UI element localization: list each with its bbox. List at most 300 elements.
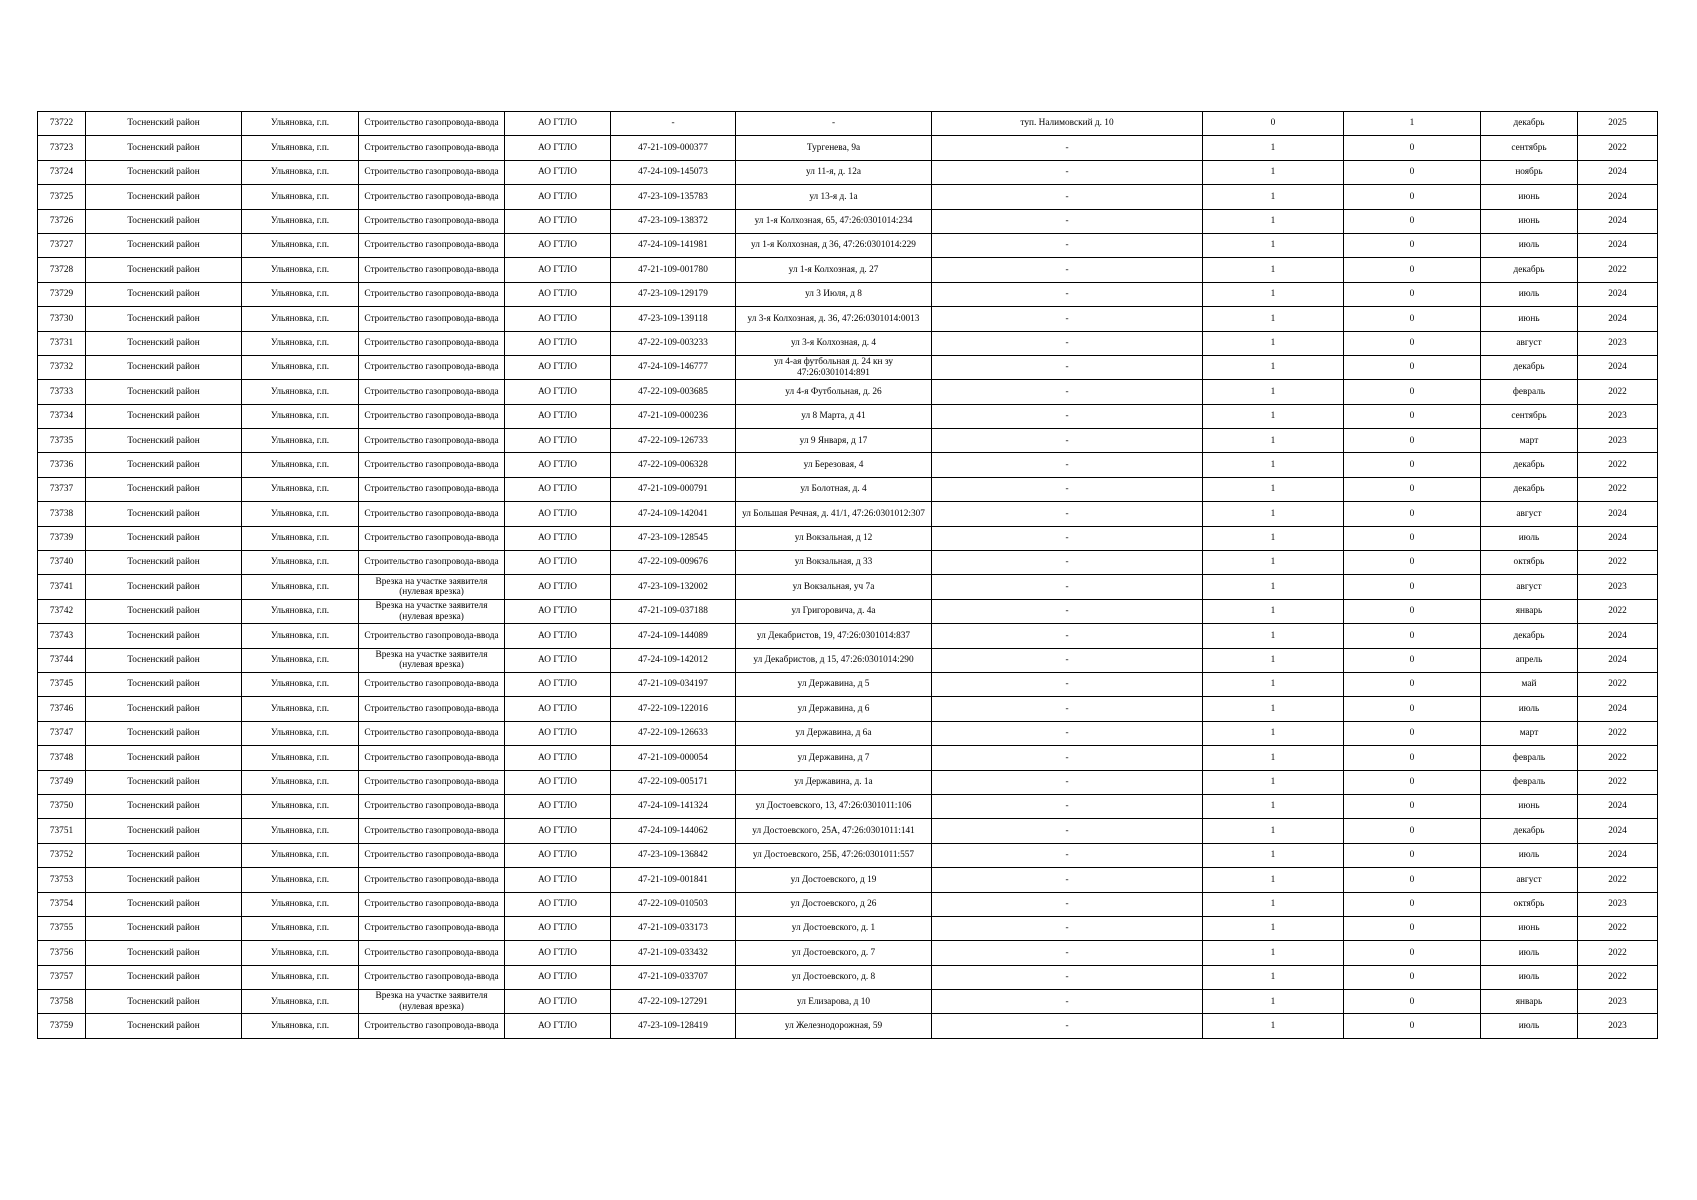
month-cell: август: [1481, 575, 1578, 599]
organization-cell: АО ГТЛО: [505, 648, 611, 672]
year-cell: 2024: [1578, 697, 1658, 721]
application-number-cell: 47-22-109-010503: [611, 892, 736, 916]
organization-cell: АО ГТЛО: [505, 721, 611, 745]
count-a-cell: 1: [1203, 624, 1344, 648]
application-number-cell: 47-21-109-033432: [611, 941, 736, 965]
address-cell: ул 4-ая футбольная д. 24 кн зу 47:26:0301014:891: [736, 355, 932, 379]
table-row: [38, 990, 1658, 1014]
address-cell: ул Григоровича, д. 4а: [736, 599, 932, 623]
count-a-cell: 1: [1203, 648, 1344, 672]
address-cell: ул 4-я Футбольная, д. 26: [736, 380, 932, 404]
alt-address-cell: -: [932, 672, 1203, 696]
count-a-cell: 1: [1203, 599, 1344, 623]
count-b-cell: 0: [1344, 648, 1481, 672]
alt-address-cell: -: [932, 990, 1203, 1014]
count-a-cell: 1: [1203, 721, 1344, 745]
work-type-cell: Строительство газопровода-ввода: [359, 868, 505, 892]
record-number-cell: 73728: [38, 258, 86, 282]
record-number-cell: 73722: [38, 112, 86, 136]
organization-cell: АО ГТЛО: [505, 429, 611, 453]
district-cell: Тосненский район: [86, 868, 242, 892]
table-row: [38, 794, 1658, 818]
count-b-cell: 0: [1344, 843, 1481, 867]
organization-cell: АО ГТЛО: [505, 941, 611, 965]
application-number-cell: 47-24-109-146777: [611, 355, 736, 379]
settlement-cell: Ульяновка, г.п.: [242, 453, 359, 477]
table-row: [38, 453, 1658, 477]
work-type-cell: Строительство газопровода-ввода: [359, 770, 505, 794]
settlement-cell: Ульяновка, г.п.: [242, 624, 359, 648]
count-b-cell: 0: [1344, 746, 1481, 770]
count-a-cell: 1: [1203, 477, 1344, 501]
month-cell: июнь: [1481, 794, 1578, 818]
address-cell: ул Болотная, д. 4: [736, 477, 932, 501]
address-cell: ул Достоевского, д 19: [736, 868, 932, 892]
settlement-cell: Ульяновка, г.п.: [242, 819, 359, 843]
year-cell: 2022: [1578, 136, 1658, 160]
record-number-cell: 73725: [38, 185, 86, 209]
count-b-cell: 0: [1344, 209, 1481, 233]
count-b-cell: 0: [1344, 794, 1481, 818]
address-cell: ул Державина, д. 1а: [736, 770, 932, 794]
alt-address-cell: -: [932, 599, 1203, 623]
application-number-cell: 47-23-109-128419: [611, 1014, 736, 1038]
address-cell: -: [736, 112, 932, 136]
year-cell: 2023: [1578, 429, 1658, 453]
district-cell: Тосненский район: [86, 112, 242, 136]
district-cell: Тосненский район: [86, 990, 242, 1014]
record-number-cell: 73732: [38, 355, 86, 379]
work-type-cell: Строительство газопровода-ввода: [359, 892, 505, 916]
organization-cell: АО ГТЛО: [505, 282, 611, 306]
record-number-cell: 73743: [38, 624, 86, 648]
month-cell: сентябрь: [1481, 404, 1578, 428]
organization-cell: АО ГТЛО: [505, 331, 611, 355]
year-cell: 2022: [1578, 477, 1658, 501]
table-row: [38, 672, 1658, 696]
year-cell: 2024: [1578, 526, 1658, 550]
application-number-cell: 47-23-109-129179: [611, 282, 736, 306]
settlement-cell: Ульяновка, г.п.: [242, 648, 359, 672]
settlement-cell: Ульяновка, г.п.: [242, 1014, 359, 1038]
alt-address-cell: -: [932, 624, 1203, 648]
table-row: [38, 233, 1658, 257]
work-type-cell: Строительство газопровода-ввода: [359, 160, 505, 184]
address-cell: ул Декабристов, 19, 47:26:0301014:837: [736, 624, 932, 648]
work-type-cell: Врезка на участке заявителя (нулевая врезка): [359, 575, 505, 599]
record-number-cell: 73730: [38, 307, 86, 331]
count-a-cell: 1: [1203, 526, 1344, 550]
table-row: [38, 721, 1658, 745]
alt-address-cell: -: [932, 916, 1203, 940]
work-type-cell: Строительство газопровода-ввода: [359, 965, 505, 989]
record-number-cell: 73747: [38, 721, 86, 745]
record-number-cell: 73753: [38, 868, 86, 892]
table-row: [38, 624, 1658, 648]
count-a-cell: 1: [1203, 160, 1344, 184]
month-cell: июль: [1481, 697, 1578, 721]
table-row: [38, 648, 1658, 672]
count-b-cell: 0: [1344, 892, 1481, 916]
record-number-cell: 73741: [38, 575, 86, 599]
alt-address-cell: -: [932, 307, 1203, 331]
alt-address-cell: -: [932, 1014, 1203, 1038]
application-number-cell: 47-24-109-141324: [611, 794, 736, 818]
organization-cell: АО ГТЛО: [505, 209, 611, 233]
address-cell: ул Железнодорожная, 59: [736, 1014, 932, 1038]
district-cell: Тосненский район: [86, 429, 242, 453]
record-number-cell: 73724: [38, 160, 86, 184]
work-type-cell: Строительство газопровода-ввода: [359, 185, 505, 209]
address-cell: ул 3-я Колхозная, д. 4: [736, 331, 932, 355]
month-cell: март: [1481, 721, 1578, 745]
month-cell: июль: [1481, 965, 1578, 989]
year-cell: 2023: [1578, 575, 1658, 599]
record-number-cell: 73729: [38, 282, 86, 306]
count-a-cell: 1: [1203, 209, 1344, 233]
count-a-cell: 1: [1203, 892, 1344, 916]
organization-cell: АО ГТЛО: [505, 307, 611, 331]
year-cell: 2023: [1578, 404, 1658, 428]
count-b-cell: 0: [1344, 990, 1481, 1014]
settlement-cell: Ульяновка, г.п.: [242, 355, 359, 379]
alt-address-cell: -: [932, 209, 1203, 233]
alt-address-cell: -: [932, 819, 1203, 843]
district-cell: Тосненский район: [86, 624, 242, 648]
month-cell: декабрь: [1481, 819, 1578, 843]
count-b-cell: 0: [1344, 404, 1481, 428]
district-cell: Тосненский район: [86, 1014, 242, 1038]
organization-cell: АО ГТЛО: [505, 1014, 611, 1038]
work-type-cell: Врезка на участке заявителя (нулевая врезка): [359, 648, 505, 672]
table-row: [38, 307, 1658, 331]
alt-address-cell: -: [932, 258, 1203, 282]
year-cell: 2022: [1578, 965, 1658, 989]
district-cell: Тосненский район: [86, 746, 242, 770]
count-b-cell: 0: [1344, 453, 1481, 477]
application-number-cell: 47-23-109-132002: [611, 575, 736, 599]
count-a-cell: 1: [1203, 551, 1344, 575]
address-cell: ул Вокзальная, д 12: [736, 526, 932, 550]
registry-table-body: [38, 112, 1658, 1039]
district-cell: Тосненский район: [86, 282, 242, 306]
count-a-cell: 1: [1203, 794, 1344, 818]
work-type-cell: Строительство газопровода-ввода: [359, 477, 505, 501]
month-cell: декабрь: [1481, 453, 1578, 477]
organization-cell: АО ГТЛО: [505, 697, 611, 721]
work-type-cell: Строительство газопровода-ввода: [359, 624, 505, 648]
settlement-cell: Ульяновка, г.п.: [242, 331, 359, 355]
count-a-cell: 1: [1203, 1014, 1344, 1038]
organization-cell: АО ГТЛО: [505, 233, 611, 257]
organization-cell: АО ГТЛО: [505, 453, 611, 477]
count-a-cell: 1: [1203, 672, 1344, 696]
count-a-cell: 1: [1203, 258, 1344, 282]
table-row: [38, 209, 1658, 233]
count-a-cell: 0: [1203, 112, 1344, 136]
table-row: [38, 843, 1658, 867]
application-number-cell: 47-23-109-139118: [611, 307, 736, 331]
application-number-cell: 47-21-109-001780: [611, 258, 736, 282]
application-number-cell: 47-21-109-037188: [611, 599, 736, 623]
table-row: [38, 112, 1658, 136]
work-type-cell: Строительство газопровода-ввода: [359, 819, 505, 843]
year-cell: 2024: [1578, 819, 1658, 843]
application-number-cell: 47-21-109-000377: [611, 136, 736, 160]
settlement-cell: Ульяновка, г.п.: [242, 233, 359, 257]
month-cell: октябрь: [1481, 892, 1578, 916]
district-cell: Тосненский район: [86, 307, 242, 331]
alt-address-cell: -: [932, 502, 1203, 526]
alt-address-cell: -: [932, 794, 1203, 818]
record-number-cell: 73745: [38, 672, 86, 696]
organization-cell: АО ГТЛО: [505, 746, 611, 770]
alt-address-cell: -: [932, 892, 1203, 916]
district-cell: Тосненский район: [86, 453, 242, 477]
record-number-cell: 73731: [38, 331, 86, 355]
table-row: [38, 868, 1658, 892]
work-type-cell: Строительство газопровода-ввода: [359, 404, 505, 428]
count-a-cell: 1: [1203, 916, 1344, 940]
count-b-cell: 0: [1344, 258, 1481, 282]
work-type-cell: Строительство газопровода-ввода: [359, 233, 505, 257]
year-cell: 2023: [1578, 331, 1658, 355]
address-cell: ул Елизарова, д 10: [736, 990, 932, 1014]
year-cell: 2022: [1578, 770, 1658, 794]
document-sheet: [37, 111, 1657, 1039]
settlement-cell: Ульяновка, г.п.: [242, 965, 359, 989]
work-type-cell: Строительство газопровода-ввода: [359, 843, 505, 867]
district-cell: Тосненский район: [86, 697, 242, 721]
count-b-cell: 0: [1344, 136, 1481, 160]
address-cell: ул Вокзальная, д 33: [736, 551, 932, 575]
record-number-cell: 73750: [38, 794, 86, 818]
record-number-cell: 73759: [38, 1014, 86, 1038]
district-cell: Тосненский район: [86, 136, 242, 160]
application-number-cell: 47-22-109-006328: [611, 453, 736, 477]
year-cell: 2022: [1578, 599, 1658, 623]
settlement-cell: Ульяновка, г.п.: [242, 868, 359, 892]
district-cell: Тосненский район: [86, 721, 242, 745]
application-number-cell: 47-23-109-138372: [611, 209, 736, 233]
count-b-cell: 0: [1344, 624, 1481, 648]
record-number-cell: 73727: [38, 233, 86, 257]
record-number-cell: 73755: [38, 916, 86, 940]
alt-address-cell: -: [932, 746, 1203, 770]
month-cell: октябрь: [1481, 551, 1578, 575]
month-cell: август: [1481, 502, 1578, 526]
district-cell: Тосненский район: [86, 575, 242, 599]
count-b-cell: 0: [1344, 502, 1481, 526]
month-cell: декабрь: [1481, 258, 1578, 282]
year-cell: 2024: [1578, 843, 1658, 867]
table-row: [38, 697, 1658, 721]
count-b-cell: 0: [1344, 551, 1481, 575]
count-a-cell: 1: [1203, 233, 1344, 257]
alt-address-cell: туп. Налимовский д. 10: [932, 112, 1203, 136]
count-a-cell: 1: [1203, 453, 1344, 477]
work-type-cell: Строительство газопровода-ввода: [359, 355, 505, 379]
organization-cell: АО ГТЛО: [505, 575, 611, 599]
table-row: [38, 916, 1658, 940]
address-cell: ул Достоевского, 25А, 47:26:0301011:141: [736, 819, 932, 843]
district-cell: Тосненский район: [86, 599, 242, 623]
year-cell: 2024: [1578, 282, 1658, 306]
address-cell: ул Достоевского, д. 1: [736, 916, 932, 940]
district-cell: Тосненский район: [86, 672, 242, 696]
record-number-cell: 73756: [38, 941, 86, 965]
district-cell: Тосненский район: [86, 160, 242, 184]
alt-address-cell: -: [932, 453, 1203, 477]
application-number-cell: 47-21-109-001841: [611, 868, 736, 892]
count-a-cell: 1: [1203, 941, 1344, 965]
work-type-cell: Строительство газопровода-ввода: [359, 112, 505, 136]
month-cell: июль: [1481, 843, 1578, 867]
settlement-cell: Ульяновка, г.п.: [242, 502, 359, 526]
table-row: [38, 599, 1658, 623]
table-row: [38, 941, 1658, 965]
organization-cell: АО ГТЛО: [505, 843, 611, 867]
count-b-cell: 0: [1344, 868, 1481, 892]
month-cell: июль: [1481, 1014, 1578, 1038]
month-cell: июль: [1481, 526, 1578, 550]
year-cell: 2022: [1578, 916, 1658, 940]
alt-address-cell: -: [932, 551, 1203, 575]
address-cell: ул Декабристов, д 15, 47:26:0301014:290: [736, 648, 932, 672]
record-number-cell: 73757: [38, 965, 86, 989]
record-number-cell: 73726: [38, 209, 86, 233]
settlement-cell: Ульяновка, г.п.: [242, 843, 359, 867]
year-cell: 2024: [1578, 233, 1658, 257]
month-cell: март: [1481, 429, 1578, 453]
alt-address-cell: -: [932, 282, 1203, 306]
district-cell: Тосненский район: [86, 258, 242, 282]
settlement-cell: Ульяновка, г.п.: [242, 672, 359, 696]
district-cell: Тосненский район: [86, 965, 242, 989]
settlement-cell: Ульяновка, г.п.: [242, 404, 359, 428]
application-number-cell: 47-21-109-033707: [611, 965, 736, 989]
count-a-cell: 1: [1203, 746, 1344, 770]
address-cell: ул 1-я Колхозная, д 36, 47:26:0301014:229: [736, 233, 932, 257]
organization-cell: АО ГТЛО: [505, 477, 611, 501]
count-a-cell: 1: [1203, 770, 1344, 794]
count-b-cell: 0: [1344, 331, 1481, 355]
organization-cell: АО ГТЛО: [505, 868, 611, 892]
count-b-cell: 0: [1344, 233, 1481, 257]
count-b-cell: 0: [1344, 1014, 1481, 1038]
organization-cell: АО ГТЛО: [505, 112, 611, 136]
settlement-cell: Ульяновка, г.п.: [242, 892, 359, 916]
application-number-cell: 47-21-109-034197: [611, 672, 736, 696]
district-cell: Тосненский район: [86, 794, 242, 818]
count-a-cell: 1: [1203, 185, 1344, 209]
application-number-cell: 47-21-109-033173: [611, 916, 736, 940]
year-cell: 2024: [1578, 794, 1658, 818]
count-b-cell: 0: [1344, 307, 1481, 331]
address-cell: Тургенева, 9а: [736, 136, 932, 160]
alt-address-cell: -: [932, 648, 1203, 672]
count-a-cell: 1: [1203, 965, 1344, 989]
count-b-cell: 0: [1344, 477, 1481, 501]
record-number-cell: 73751: [38, 819, 86, 843]
count-a-cell: 1: [1203, 404, 1344, 428]
work-type-cell: Строительство газопровода-ввода: [359, 136, 505, 160]
application-number-cell: 47-24-109-145073: [611, 160, 736, 184]
organization-cell: АО ГТЛО: [505, 136, 611, 160]
count-b-cell: 0: [1344, 160, 1481, 184]
settlement-cell: Ульяновка, г.п.: [242, 770, 359, 794]
address-cell: ул Вокзальная, уч 7а: [736, 575, 932, 599]
district-cell: Тосненский район: [86, 916, 242, 940]
alt-address-cell: -: [932, 380, 1203, 404]
table-row: [38, 404, 1658, 428]
table-row: [38, 526, 1658, 550]
district-cell: Тосненский район: [86, 380, 242, 404]
record-number-cell: 73733: [38, 380, 86, 404]
application-number-cell: 47-22-109-126633: [611, 721, 736, 745]
year-cell: 2024: [1578, 624, 1658, 648]
month-cell: сентябрь: [1481, 136, 1578, 160]
table-row: [38, 185, 1658, 209]
count-b-cell: 0: [1344, 819, 1481, 843]
address-cell: ул Державина, д 7: [736, 746, 932, 770]
work-type-cell: Строительство газопровода-ввода: [359, 551, 505, 575]
organization-cell: АО ГТЛО: [505, 258, 611, 282]
application-number-cell: 47-22-109-003233: [611, 331, 736, 355]
alt-address-cell: -: [932, 136, 1203, 160]
application-number-cell: 47-23-109-135783: [611, 185, 736, 209]
month-cell: февраль: [1481, 746, 1578, 770]
count-a-cell: 1: [1203, 575, 1344, 599]
record-number-cell: 73740: [38, 551, 86, 575]
count-a-cell: 1: [1203, 307, 1344, 331]
record-number-cell: 73746: [38, 697, 86, 721]
work-type-cell: Строительство газопровода-ввода: [359, 697, 505, 721]
address-cell: ул Достоевского, 25Б, 47:26:0301011:557: [736, 843, 932, 867]
count-b-cell: 0: [1344, 965, 1481, 989]
alt-address-cell: -: [932, 355, 1203, 379]
application-number-cell: 47-21-109-000791: [611, 477, 736, 501]
settlement-cell: Ульяновка, г.п.: [242, 599, 359, 623]
organization-cell: АО ГТЛО: [505, 672, 611, 696]
alt-address-cell: -: [932, 526, 1203, 550]
year-cell: 2024: [1578, 648, 1658, 672]
year-cell: 2024: [1578, 185, 1658, 209]
record-number-cell: 73752: [38, 843, 86, 867]
month-cell: июль: [1481, 282, 1578, 306]
district-cell: Тосненский район: [86, 404, 242, 428]
month-cell: февраль: [1481, 380, 1578, 404]
application-number-cell: 47-22-109-122016: [611, 697, 736, 721]
year-cell: 2022: [1578, 721, 1658, 745]
work-type-cell: Врезка на участке заявителя (нулевая врезка): [359, 990, 505, 1014]
count-b-cell: 0: [1344, 355, 1481, 379]
organization-cell: АО ГТЛО: [505, 380, 611, 404]
table-row: [38, 429, 1658, 453]
organization-cell: АО ГТЛО: [505, 502, 611, 526]
settlement-cell: Ульяновка, г.п.: [242, 551, 359, 575]
alt-address-cell: -: [932, 331, 1203, 355]
work-type-cell: Строительство газопровода-ввода: [359, 1014, 505, 1038]
address-cell: ул 3 Июля, д 8: [736, 282, 932, 306]
work-type-cell: Строительство газопровода-ввода: [359, 721, 505, 745]
district-cell: Тосненский район: [86, 551, 242, 575]
settlement-cell: Ульяновка, г.п.: [242, 794, 359, 818]
count-b-cell: 0: [1344, 526, 1481, 550]
address-cell: ул 1-я Колхозная, 65, 47:26:0301014:234: [736, 209, 932, 233]
district-cell: Тосненский район: [86, 819, 242, 843]
settlement-cell: Ульяновка, г.п.: [242, 112, 359, 136]
